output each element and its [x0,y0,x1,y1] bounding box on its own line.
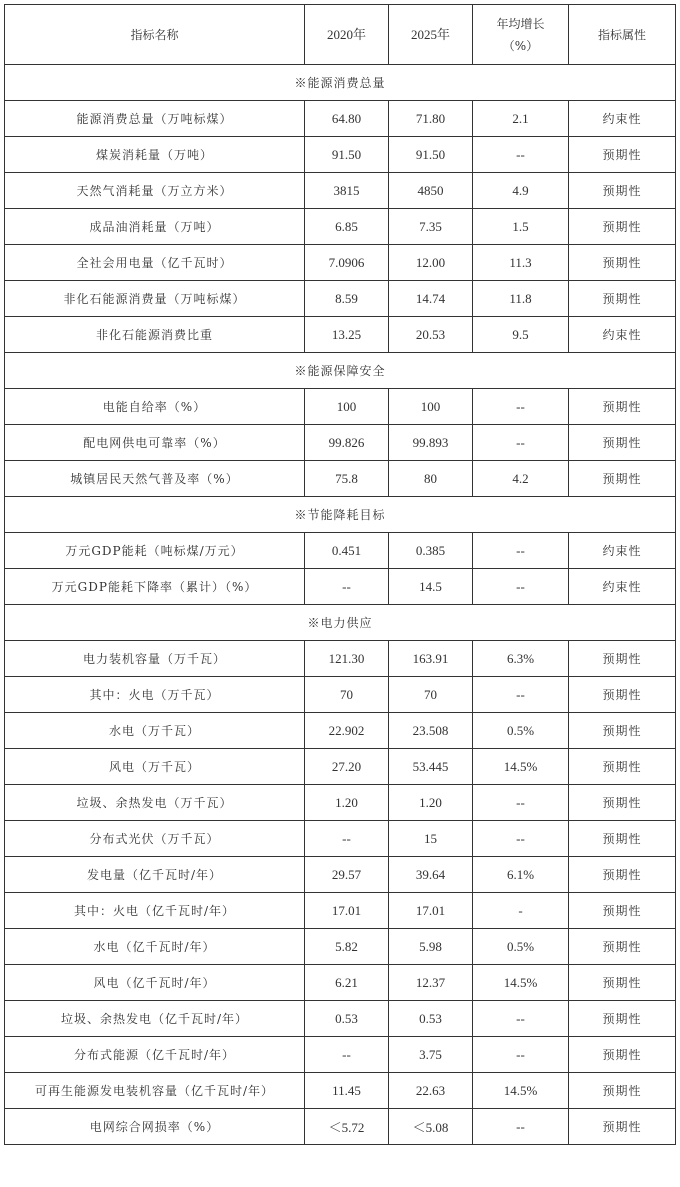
indicator-name: 电能自给率（%） [5,389,305,425]
table-row [5,893,676,929]
indicator-name: 风电（亿千瓦时/年） [5,965,305,1001]
value-2025: ＜5.08 [389,1109,473,1145]
table-row [5,461,676,497]
table-row [5,713,676,749]
section-title: ※能源保障安全 [5,353,676,389]
indicator-attribute: 约束性 [569,569,676,605]
value-2025: 14.74 [389,281,473,317]
indicator-name: 垃圾、余热发电（万千瓦） [5,785,305,821]
indicator-name: 城镇居民天然气普及率（%） [5,461,305,497]
annual-growth: 2.1 [473,101,569,137]
indicator-attribute: 预期性 [569,209,676,245]
indicator-name: 非化石能源消费量（万吨标煤） [5,281,305,317]
value-2020: 91.50 [305,137,389,173]
table-row [5,281,676,317]
annual-growth: 0.5% [473,713,569,749]
indicator-attribute: 预期性 [569,893,676,929]
annual-growth: 0.5% [473,929,569,965]
indicator-name: 其中：火电（亿千瓦时/年） [5,893,305,929]
indicator-name: 配电网供电可靠率（%） [5,425,305,461]
value-2020: 8.59 [305,281,389,317]
indicator-attribute: 预期性 [569,137,676,173]
value-2025: 70 [389,677,473,713]
value-2020: 75.8 [305,461,389,497]
indicator-name: 水电（亿千瓦时/年） [5,929,305,965]
value-2020: 22.902 [305,713,389,749]
indicator-attribute: 预期性 [569,461,676,497]
value-2020: 99.826 [305,425,389,461]
annual-growth: -- [473,389,569,425]
annual-growth: 11.8 [473,281,569,317]
annual-growth: 1.5 [473,209,569,245]
indicator-attribute: 预期性 [569,173,676,209]
annual-growth: -- [473,677,569,713]
indicator-attribute: 预期性 [569,1037,676,1073]
value-2025: 12.00 [389,245,473,281]
value-2025: 12.37 [389,965,473,1001]
table-body [5,65,676,1145]
indicator-name: 万元GDP能耗（吨标煤/万元） [5,533,305,569]
value-2020: 17.01 [305,893,389,929]
annual-growth: -- [473,1109,569,1145]
annual-growth: 9.5 [473,317,569,353]
indicator-name: 分布式能源（亿千瓦时/年） [5,1037,305,1073]
annual-growth: 11.3 [473,245,569,281]
value-2025: 100 [389,389,473,425]
value-2020: 11.45 [305,1073,389,1109]
indicator-name: 发电量（亿千瓦时/年） [5,857,305,893]
annual-growth: 6.1% [473,857,569,893]
value-2025: 23.508 [389,713,473,749]
energy-indicator-table [4,4,676,1145]
indicator-name: 水电（万千瓦） [5,713,305,749]
table-row [5,209,676,245]
table-row [5,1073,676,1109]
value-2025: 20.53 [389,317,473,353]
annual-growth: - [473,893,569,929]
indicator-attribute: 预期性 [569,281,676,317]
value-2020: 27.20 [305,749,389,785]
value-2025: 17.01 [389,893,473,929]
annual-growth: -- [473,533,569,569]
section-row [5,605,676,641]
value-2020: 1.20 [305,785,389,821]
value-2025: 22.63 [389,1073,473,1109]
indicator-attribute: 预期性 [569,425,676,461]
indicator-attribute: 预期性 [569,929,676,965]
annual-growth: -- [473,137,569,173]
table-row [5,245,676,281]
table-row [5,1001,676,1037]
value-2020: -- [305,569,389,605]
table-row [5,533,676,569]
table-row [5,173,676,209]
header-2025: 2025年 [389,5,473,65]
value-2025: 39.64 [389,857,473,893]
value-2020: 6.85 [305,209,389,245]
table-row [5,101,676,137]
indicator-name: 能源消费总量（万吨标煤） [5,101,305,137]
value-2020: 121.30 [305,641,389,677]
table-row [5,389,676,425]
indicator-name: 其中：火电（万千瓦） [5,677,305,713]
table-row [5,137,676,173]
annual-growth: 4.9 [473,173,569,209]
table-row [5,965,676,1001]
value-2020: 7.0906 [305,245,389,281]
section-title: ※电力供应 [5,605,676,641]
section-title: ※能源消费总量 [5,65,676,101]
indicator-attribute: 预期性 [569,1073,676,1109]
indicator-name: 可再生能源发电装机容量（亿千瓦时/年） [5,1073,305,1109]
table-row [5,641,676,677]
value-2020: 0.53 [305,1001,389,1037]
annual-growth: -- [473,785,569,821]
annual-growth: 14.5% [473,965,569,1001]
table-row [5,749,676,785]
section-row [5,65,676,101]
section-row [5,353,676,389]
table-row [5,929,676,965]
indicator-name: 天然气消耗量（万立方米） [5,173,305,209]
indicator-name: 电力装机容量（万千瓦） [5,641,305,677]
annual-growth: -- [473,821,569,857]
indicator-attribute: 预期性 [569,965,676,1001]
value-2020: 0.451 [305,533,389,569]
indicator-name: 万元GDP能耗下降率（累计）（%） [5,569,305,605]
value-2020: 70 [305,677,389,713]
indicator-attribute: 预期性 [569,821,676,857]
table-row [5,317,676,353]
indicator-name: 全社会用电量（亿千瓦时） [5,245,305,281]
value-2025: 15 [389,821,473,857]
table-row [5,677,676,713]
indicator-name: 煤炭消耗量（万吨） [5,137,305,173]
indicator-attribute: 预期性 [569,245,676,281]
value-2020: ＜5.72 [305,1109,389,1145]
indicator-attribute: 预期性 [569,713,676,749]
value-2025: 71.80 [389,101,473,137]
value-2025: 99.893 [389,425,473,461]
value-2025: 3.75 [389,1037,473,1073]
indicator-name: 垃圾、余热发电（亿千瓦时/年） [5,1001,305,1037]
indicator-name: 电网综合网损率（%） [5,1109,305,1145]
indicator-name: 分布式光伏（万千瓦） [5,821,305,857]
table-header-row [5,5,676,65]
value-2025: 1.20 [389,785,473,821]
table-row [5,1037,676,1073]
value-2025: 53.445 [389,749,473,785]
value-2025: 163.91 [389,641,473,677]
indicator-attribute: 预期性 [569,641,676,677]
value-2025: 80 [389,461,473,497]
value-2020: 100 [305,389,389,425]
annual-growth: -- [473,1037,569,1073]
value-2025: 91.50 [389,137,473,173]
value-2020: 29.57 [305,857,389,893]
annual-growth: -- [473,569,569,605]
value-2025: 0.385 [389,533,473,569]
value-2020: 5.82 [305,929,389,965]
annual-growth: 14.5% [473,1073,569,1109]
indicator-attribute: 预期性 [569,785,676,821]
indicator-name: 非化石能源消费比重 [5,317,305,353]
indicator-attribute: 约束性 [569,101,676,137]
annual-growth: -- [473,425,569,461]
value-2020: 13.25 [305,317,389,353]
indicator-attribute: 预期性 [569,857,676,893]
section-title: ※节能降耗目标 [5,497,676,533]
value-2020: -- [305,821,389,857]
value-2025: 4850 [389,173,473,209]
table-row [5,1109,676,1145]
table-row [5,857,676,893]
header-2020: 2020年 [305,5,389,65]
value-2020: 3815 [305,173,389,209]
indicator-name: 风电（万千瓦） [5,749,305,785]
value-2020: 64.80 [305,101,389,137]
header-growth: 年均增长 （%） [473,5,569,65]
annual-growth: 4.2 [473,461,569,497]
header-attr: 指标属性 [569,5,676,65]
annual-growth: 14.5% [473,749,569,785]
value-2025: 5.98 [389,929,473,965]
table-row [5,821,676,857]
value-2025: 7.35 [389,209,473,245]
indicator-attribute: 预期性 [569,749,676,785]
value-2025: 0.53 [389,1001,473,1037]
indicator-attribute: 预期性 [569,677,676,713]
table-row [5,785,676,821]
indicator-name: 成品油消耗量（万吨） [5,209,305,245]
indicator-attribute: 约束性 [569,533,676,569]
indicator-attribute: 预期性 [569,389,676,425]
annual-growth: 6.3% [473,641,569,677]
section-row [5,497,676,533]
indicator-attribute: 预期性 [569,1109,676,1145]
table-row [5,569,676,605]
value-2025: 14.5 [389,569,473,605]
annual-growth: -- [473,1001,569,1037]
indicator-attribute: 约束性 [569,317,676,353]
table-row [5,425,676,461]
value-2020: -- [305,1037,389,1073]
value-2020: 6.21 [305,965,389,1001]
indicator-attribute: 预期性 [569,1001,676,1037]
header-name: 指标名称 [5,5,305,65]
